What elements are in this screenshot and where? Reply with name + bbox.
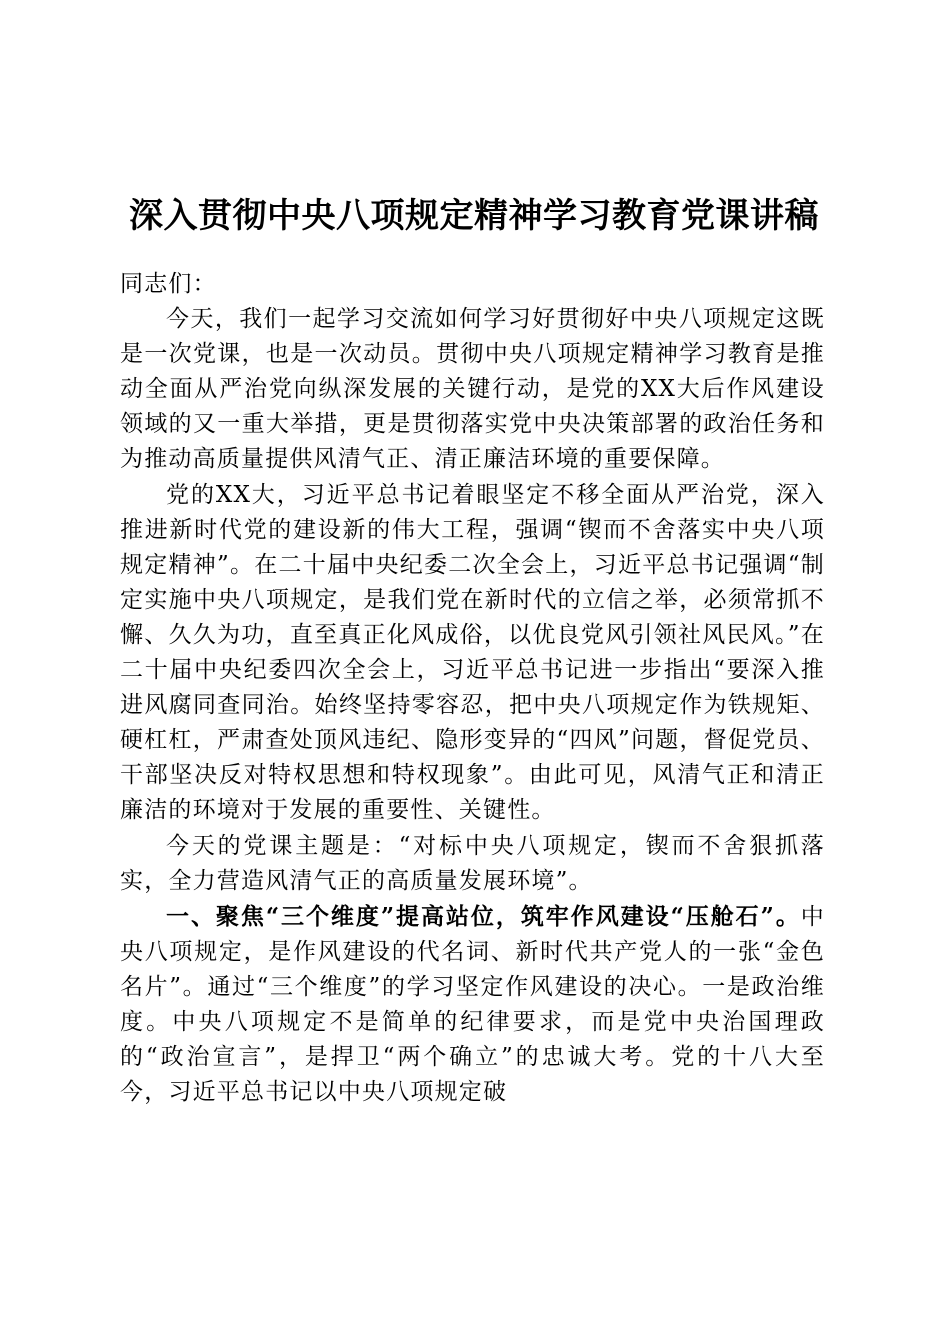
section-one-heading: 一、聚焦“三个维度”提高站位，筑牢作风建设“压舱石”。 <box>166 902 801 930</box>
section-one-paragraph <box>120 899 825 1111</box>
paragraph-background: 党的XX大，习近平总书记着眼坚定不移全面从严治党，深入推进新时代党的建设新的伟大工程，强调“锲而不舍落实中央八项规定精神”。在二十届中央纪委二次全会上，习近平总书记强调“制定实施中央八项规定，是我们党在新时代的立信之举，必须常抓不懈、久久为功，直至真正化风成俗，以优良党风引领社风民风。”在二十届中央纪委四次全会上，习近平总书记进一步指出“要深入推进风腐同查同治。始终坚持零容忍，把中央八项规定作为铁规矩、硬杠杠，严肃查处顶风违纪、隐形变异的“四风”问题，督促党员、干部坚决反对特权思想和特权现象”。由此可见，风清气正和清正廉洁的环境对于发展的重要性、关键性。 <box>120 481 825 824</box>
document-title: 深入贯彻中央八项规定精神学习教育党课讲稿 <box>129 195 819 236</box>
paragraph-intro: 今天，我们一起学习交流如何学习好贯彻好中央八项规定这既是一次党课，也是一次动员。贯彻中央八项规定精神学习教育是推动全面从严治党向纵深发展的关键行动，是党的XX大后作风建设领域的又一重大举措，更是贯彻落实党中央决策部署的政治任务和为推动高质量提供风清气正、清正廉洁环境的重要保障。 <box>120 306 825 473</box>
salutation: 同志们： <box>120 271 217 297</box>
paragraph-theme: 今天的党课主题是：“对标中央八项规定，锲而不舍狠抓落实，全力营造风清气正的高质量发展环境”。 <box>120 832 825 894</box>
section-one-body: 中央八项规定，是作风建设的代名词、新时代共产党人的一张“金色名片”。通过“三个维度”的学习坚定作风建设的决心。一是政治维度。中央八项规定不是简单的纪律要求，而是党中央治国理政的“政治宣言”，是捍卫“两个确立”的忠诚大考。党的十八大至今，习近平总书记以中央八项规定破 <box>120 903 825 1106</box>
document-body <box>120 267 825 1110</box>
